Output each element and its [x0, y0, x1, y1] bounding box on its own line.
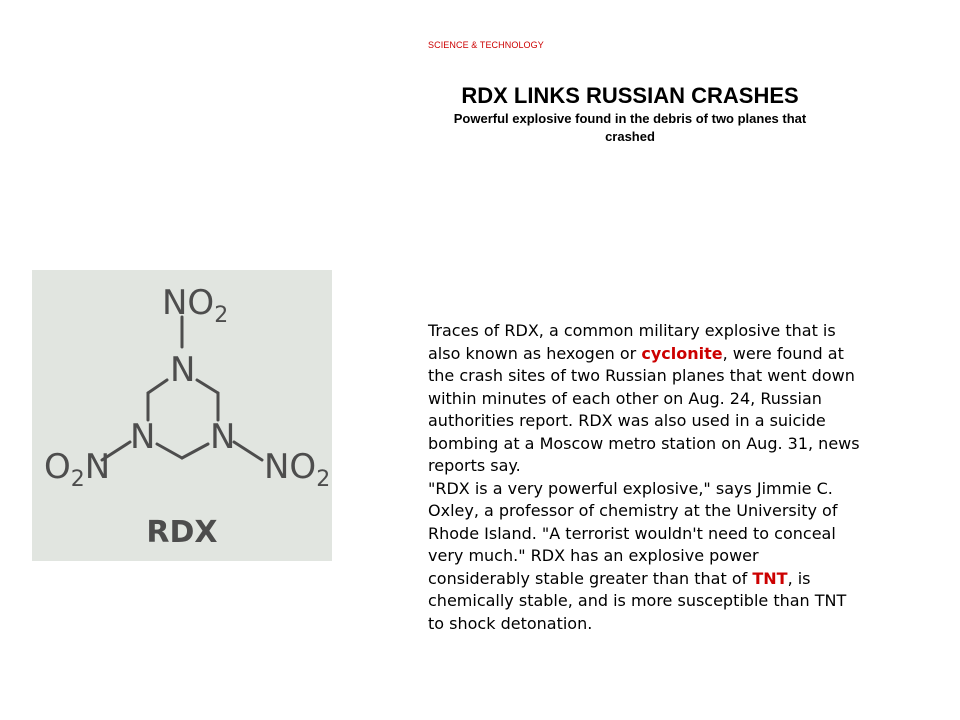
atom-no2-top: $NO_2$	[162, 283, 229, 328]
article-body	[428, 320, 860, 635]
atom-n-top: N	[170, 350, 196, 390]
bond-ring-upper-left	[148, 380, 167, 393]
link-tnt[interactable]: TNT	[752, 568, 788, 588]
paragraph-2	[428, 478, 860, 636]
paragraph-2-text-a: "RDX is a very powerful explosive," says Jimmie C. Oxley, a professor of chemistry at the University of Rhode Island. "A terrorist wouldn't need to conceal very much." RDX has an explosive power considerably stable greater than that of	[428, 478, 838, 588]
figure-label-rdx: RDX	[146, 515, 218, 550]
paragraph-1	[428, 320, 860, 478]
rdx-structure-figure	[32, 270, 332, 561]
paragraph-2-text-b: , is chemically stable, and is more susceptible than TNT to shock detonation.	[428, 568, 847, 633]
bond-right-no2	[234, 442, 262, 460]
bond-ring-lower-right	[182, 444, 208, 458]
subheadline: Powerful explosive found in the debris of two planes that crashed	[453, 111, 807, 144]
atom-n-left: N	[130, 417, 156, 457]
paragraph-1-text-b: , were found at the crash sites of two Russian planes that went down within minutes of each other on Aug. 24, Russian authorities report. RDX was also used in a suicide bombing at a Moscow metro station on Aug. 31, news reports say.	[428, 343, 860, 475]
atom-n-right: N	[210, 417, 236, 457]
paragraph-1-text-a: Traces of RDX, a common military explosive that is also known as hexogen or	[428, 321, 836, 363]
section-label: SCIENCE & TECHNOLOGY	[428, 40, 544, 50]
bond-ring-lower-left	[157, 444, 182, 458]
bond-ring-upper-right	[197, 380, 218, 393]
atom-no2-right: $NO_2$	[264, 447, 331, 492]
title-block	[428, 82, 832, 146]
link-cyclonite[interactable]: cyclonite	[641, 343, 723, 363]
headline: RDX LINKS RUSSIAN CRASHES	[461, 83, 799, 108]
atom-o2n-left: $O_2N$	[44, 447, 111, 492]
rdx-structure-diagram	[32, 270, 332, 561]
